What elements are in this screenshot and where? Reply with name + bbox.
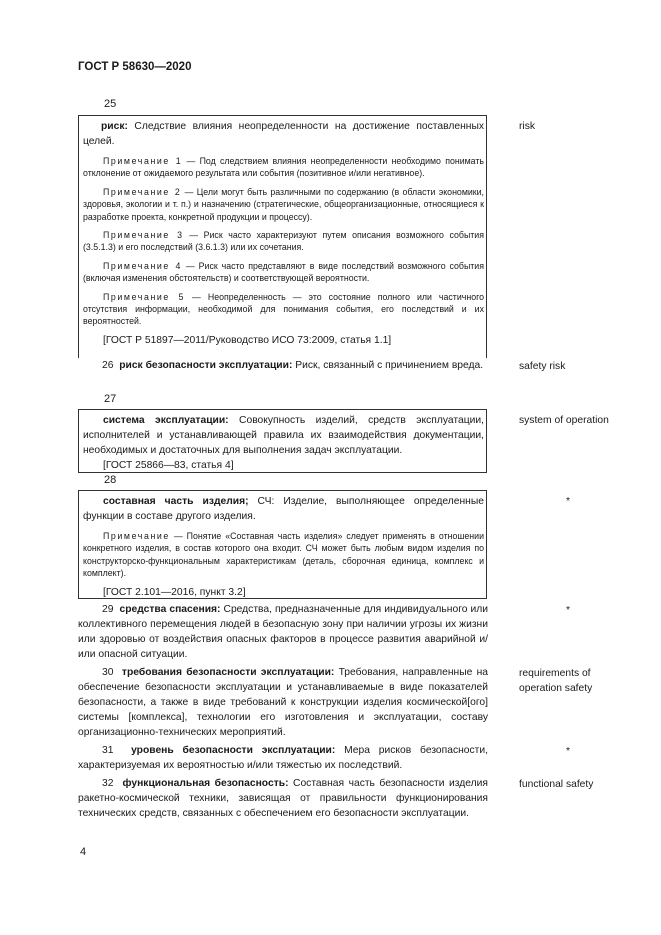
term-definition: [78, 776, 488, 821]
note: Примечание 4 — Риск часто представляют в виде последствий возможного события (включая изменения обстоятельств) и соответствующей вероятности.: [83, 260, 484, 284]
term-box-28: [78, 490, 487, 599]
source-reference: [ГОСТ 25866—83, статья 4]: [103, 460, 234, 471]
english-term: *: [566, 605, 571, 616]
document-header: ГОСТ Р 58630—2020: [78, 61, 192, 73]
term-name: риск безопасности эксплуатации:: [119, 360, 293, 371]
note: Примечание 2 — Цели могут быть различными по содержанию (в области экономики, здоровья, экологии и т. п.) и назначению (стратегические, общеорганизационные, относящиеся к разработке проекта, конкретной продукции и процессу).: [83, 186, 484, 222]
page-number: 4: [80, 846, 87, 858]
term-name: функциональная безопасность:: [122, 778, 289, 789]
term-number: 26: [102, 360, 114, 371]
definition-text: Совокупность изделий, средств эксплуатации, исполнителей и устанавливающей правила их взаимодействия документации, необходимых и достаточных для выполнения задач эксплуатации.: [83, 415, 484, 456]
english-term: *: [566, 496, 571, 507]
term-definition: [78, 743, 488, 773]
source-reference: [ГОСТ 2.101—2016, пункт 3.2]: [103, 586, 246, 598]
note: Примечание — Понятие «Составная часть изделия» следует применять в отношении конкретного изделия, в состав которого она входит. СЧ может быть любым видом изделия по конструкторско-функциональным характеристикам (деталь, сборочная единица, комплекс и комплект).: [83, 531, 484, 579]
term-definition: [78, 665, 488, 740]
term-definition: [78, 358, 488, 373]
english-term: system of operation: [519, 415, 609, 426]
term-name: система эксплуатации:: [103, 415, 229, 426]
english-term: risk: [519, 121, 536, 132]
term-name: уровень безопасности эксплуатации:: [131, 745, 336, 756]
english-term: functional safety: [519, 779, 594, 790]
definition-text: Средства, предназначенные для индивидуального или коллективного перемещения людей в безопасную зону при наличии угрозы их жизни или здоровью от воздействия опасных факторов в процессе развития аварийной и/или опасной ситуации.: [78, 604, 488, 660]
definition-text: Требования, направленные на обеспечение безопасности эксплуатации и устанавливаемые в виде показателей безопасности, а также в виде требований к конструкции изделия космической[ого] системы [комплекса], технологии его изготовления и эксплуатации, составу организационно-технических мероприятий.: [78, 667, 488, 738]
term-number: 32: [102, 778, 114, 789]
term-name: требования безопасности эксплуатации:: [121, 667, 335, 678]
term-number: 25: [104, 98, 117, 110]
term-name: средства спасения:: [119, 604, 221, 615]
definition-text: Следствие влияния неопределенности на достижение поставленных целей.: [83, 121, 484, 147]
note: Примечание 5 — Неопределенность — это состояние полного или частичного отсутствия информации, необходимой для понимания события, его последствий и их вероятностей.: [83, 291, 484, 327]
term-definition: [78, 602, 488, 662]
term-definition: [83, 413, 484, 458]
source-reference: [ГОСТ Р 51897—2011/Руководство ИСО 73:2009, статья 1.1]: [103, 334, 392, 346]
note: Примечание 3 — Риск часто характеризуют путем описания возможного события (3.5.1.3) и его последствий (3.6.1.3) или их сочетания.: [83, 230, 484, 253]
term-definition: [83, 494, 484, 524]
term-number: 29: [102, 604, 114, 615]
term-name: риск:: [101, 121, 128, 132]
term-number: 27: [104, 393, 117, 405]
term-definition: [83, 119, 484, 149]
definition-text: Риск, связанный с причинением вреда.: [292, 360, 484, 371]
english-term: requirements of operation safety: [519, 668, 593, 694]
definition-text: СЧ: Изделие, выполняющее определенные функции в составе другого изделия.: [83, 496, 484, 522]
definition-text: Мера рисков безопасности, характеризуемая их вероятностью и/или тяжестью их последствий.: [78, 745, 488, 771]
term-number: 31: [102, 745, 114, 756]
term-number: 28: [104, 474, 117, 486]
english-term: *: [566, 746, 571, 757]
term-number: 30: [102, 667, 114, 678]
english-term: safety risk: [519, 361, 566, 372]
term-name: составная часть изделия;: [103, 496, 249, 507]
term-box-27: [78, 409, 487, 473]
note: Примечание 1 — Под следствием влияния неопределенности необходимо понимать отклонение от ожидаемого результата или события (позитивное и/или негативное).: [83, 156, 484, 179]
definition-text: Составная часть безопасности изделия ракетно-космической техники, зависящая от правильности функционирования технических средств, связанных с обеспечением его безопасности эксплуатации.: [78, 778, 488, 819]
term-box-25: [78, 115, 487, 358]
